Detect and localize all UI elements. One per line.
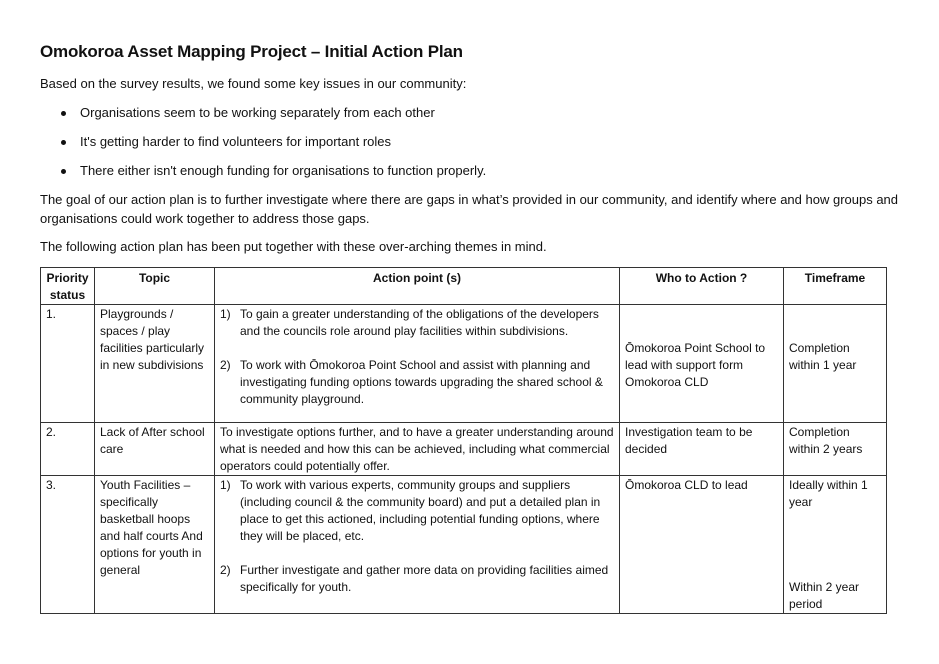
who-cell (620, 305, 784, 423)
action-number: 2) (220, 358, 231, 372)
table-row (41, 423, 887, 476)
list-item (40, 133, 486, 162)
action-item (220, 562, 614, 596)
priority-cell: 3. (41, 476, 95, 614)
list-item (40, 162, 486, 191)
goal-paragraph: The goal of our action plan is to further investigate where there are gaps in what’s provided in our community, and identify where and how groups and organisations could work together to address those gaps. (40, 192, 899, 226)
topic-cell: Lack of After school care (95, 423, 215, 476)
action-text: To work with Ōmokoroa Point School and assist with planning and investigating funding options towards upgrading the shared school & community playground. (240, 358, 603, 406)
action-item (220, 477, 614, 545)
action-item (220, 306, 614, 340)
bullet-icon (61, 111, 66, 116)
list-item-text: There either isn't enough funding for organisations to function properly. (80, 163, 487, 178)
intro-paragraph: Based on the survey results, we found some key issues in our community: (40, 76, 467, 91)
action-text: To gain a greater understanding of the obligations of the developers and the councils role around play facilities within subdivisions. (240, 307, 599, 338)
action-text: To work with various experts, community groups and suppliers (including council & the community board) and put a detailed plan in place to get this actioned, including potential funding options, where they will be placed, etc. (240, 478, 601, 543)
who-text: Ōmokoroa Point School to lead with support form Omokoroa CLD (625, 341, 766, 389)
following-paragraph: The following action plan has been put together with these over-arching themes in mind. (40, 239, 547, 254)
list-item (40, 104, 486, 133)
topic-cell: Youth Facilities – specifically basketball hoops and half courts And options for youth in general (95, 476, 215, 614)
timeframe-cell (784, 305, 887, 423)
action-number: 2) (220, 563, 231, 577)
header-priority: Priority status (41, 268, 95, 305)
timeframe-text: Ideally within 1 year (789, 478, 868, 509)
list-item-text: Organisations seem to be working separately from each other (80, 105, 435, 120)
topic-cell: Playgrounds / spaces / play facilities particularly in new subdivisions (95, 305, 215, 423)
timeframe-cell (784, 476, 887, 614)
timeframe-text: Completion within 1 year (789, 341, 857, 372)
table-header-row (41, 268, 887, 305)
header-action-points: Action point (s) (215, 268, 620, 305)
action-plan-table (40, 267, 887, 614)
action-item (220, 357, 614, 408)
header-who-to-action: Who to Action ? (620, 268, 784, 305)
action-number: 1) (220, 307, 231, 321)
timeframe-text: Within 2 year period (789, 580, 860, 611)
list-item-text: It's getting harder to find volunteers for important roles (80, 134, 392, 149)
action-cell (215, 476, 620, 614)
action-cell: To investigate options further, and to have a greater understanding around what is needed and how this can be achieved, including what commercial operators could potentially offer. (215, 423, 620, 476)
table-row (41, 305, 887, 423)
header-topic: Topic (95, 268, 215, 305)
bullet-icon (61, 140, 66, 145)
priority-cell: 1. (41, 305, 95, 423)
issues-list (40, 104, 486, 191)
timeframe-cell: Completion within 2 years (784, 423, 887, 476)
action-cell (215, 305, 620, 423)
document-title: Omokoroa Asset Mapping Project – Initial Action Plan (40, 42, 463, 61)
priority-cell: 2. (41, 423, 95, 476)
action-text: Further investigate and gather more data on providing facilities aimed specifically for youth. (240, 563, 609, 594)
who-cell: Ōmokoroa CLD to lead (620, 476, 784, 614)
action-number: 1) (220, 478, 231, 492)
who-cell: Investigation team to be decided (620, 423, 784, 476)
bullet-icon (61, 169, 66, 174)
header-timeframe: Timeframe (784, 268, 887, 305)
table-row (41, 476, 887, 614)
